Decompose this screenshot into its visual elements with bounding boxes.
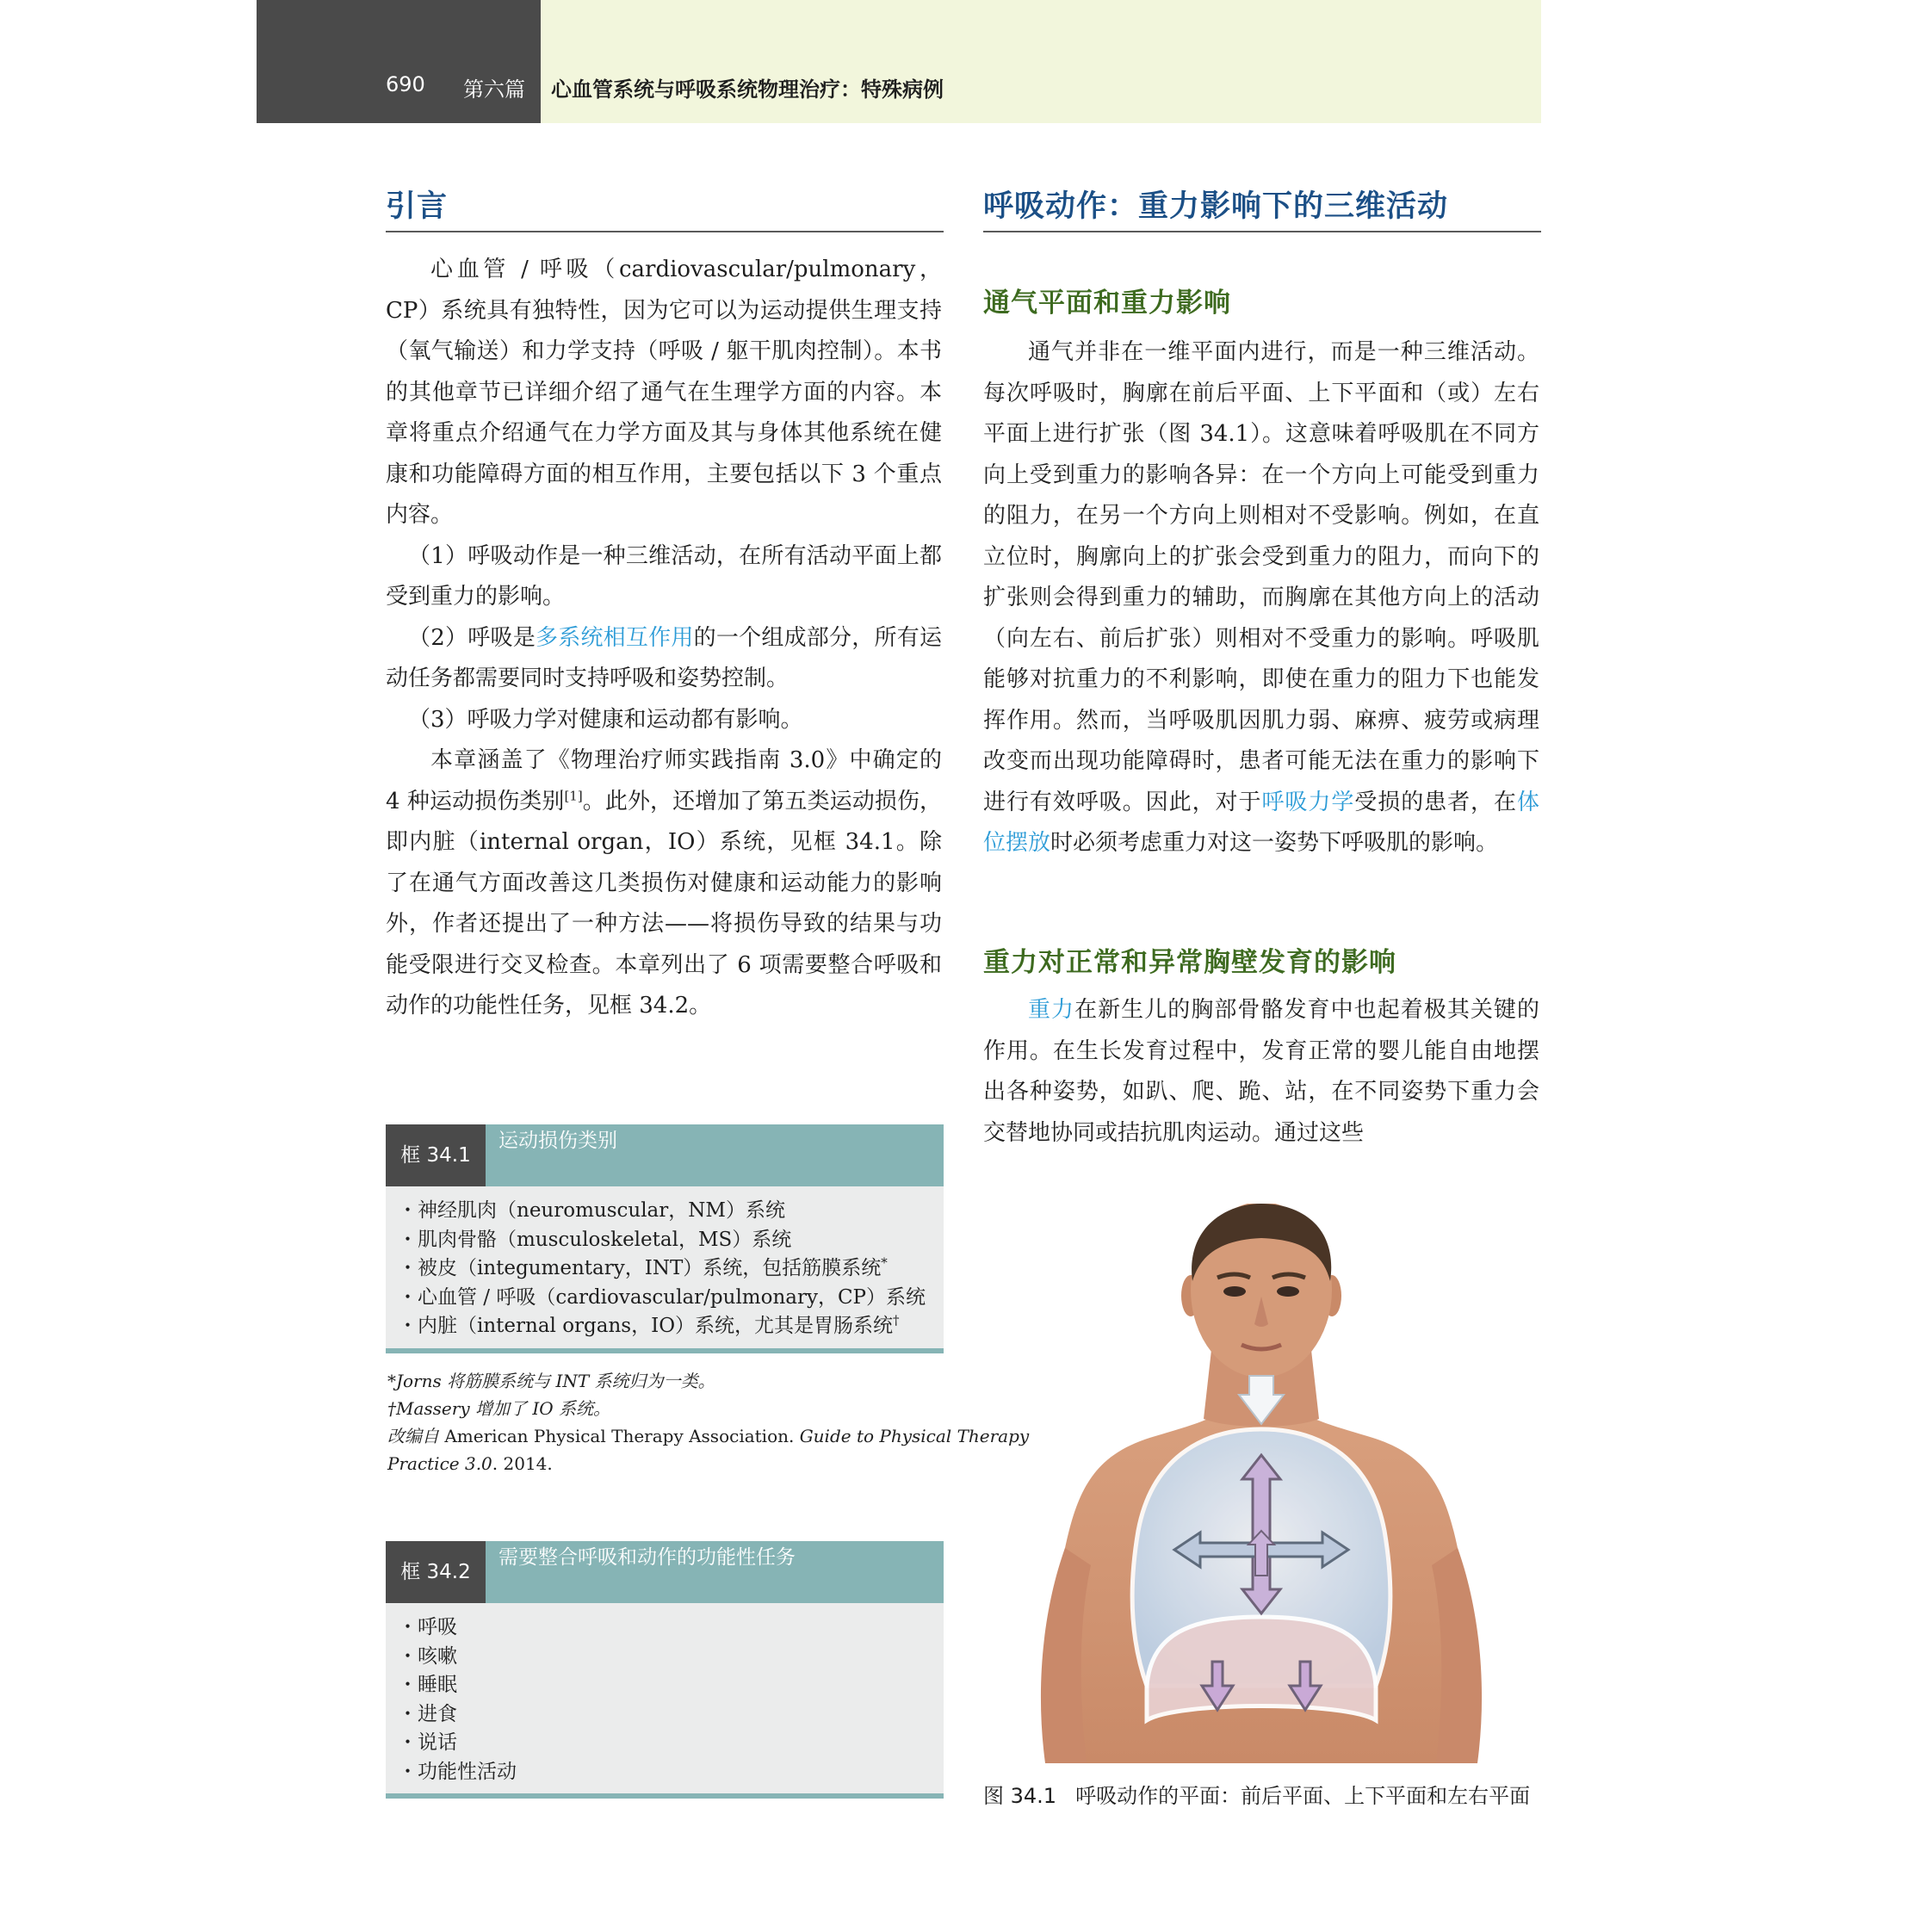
text-span: 的一个组成部分，所有运动任务都需要同时支持呼吸和姿势控制。 [386, 624, 942, 691]
link-multisystem[interactable]: 多系统相互作用 [535, 624, 694, 651]
box-tag: 框 34.2 [386, 1541, 486, 1603]
footnote-mark: * [881, 1254, 888, 1271]
box-header [386, 1541, 944, 1603]
list-item [398, 1197, 932, 1226]
box-title: 需要整合呼吸和动作的功能性任务 [498, 1546, 796, 1569]
list-item: ・进食 [398, 1702, 457, 1725]
list-item: ・睡眠 [398, 1674, 457, 1696]
text-span: 。此外，还增加了第五类运动损伤，即内脏（internal organ，IO）系统，见框 34.1。除了在通气方面改善这几类损伤对健康和运动能力的影响外，作者还提出了一种方法——将损伤导致的结果与功能受限进行交叉检查。本章列出了 6 项需要整合呼吸和动作的功能性任务，见框 34.2。 [386, 788, 942, 1019]
intro-point-3: （3）呼吸力学对健康和运动都有影响。 [408, 706, 803, 733]
box-34-2 [386, 1541, 944, 1799]
link-gravity[interactable]: 重力 [1028, 997, 1075, 1023]
box-list [386, 1186, 944, 1353]
page-number: 690 [386, 72, 425, 96]
box-title: 运动损伤类别 [498, 1130, 617, 1152]
list-item-text: ・神经肌肉（neuromuscular，NM）系统 [398, 1199, 785, 1222]
diaphragm-band [1147, 1617, 1376, 1720]
section-heading-intro: 引言 [386, 189, 449, 224]
list-item [398, 1312, 932, 1341]
link-respiratory-mechanics[interactable]: 呼吸力学 [1261, 789, 1355, 815]
section-heading-breathing: 呼吸动作：重力影响下的三维活动 [983, 189, 1449, 224]
footnote-mark: † [893, 1312, 900, 1328]
intro-point-1: （1）呼吸动作是一种三维活动，在所有活动平面上都受到重力的影响。 [386, 542, 942, 610]
text-span: 时必须考虑重力对这一姿势下呼吸肌的影响。 [1050, 830, 1499, 856]
source-prefix: 改编自 [387, 1426, 445, 1446]
header-light-band [541, 0, 1541, 123]
text-span: （2）呼吸是 [408, 624, 536, 651]
intro-point-2 [386, 618, 942, 700]
header-dark-band [257, 0, 541, 123]
part-title: 心血管系统与呼吸系统物理治疗：特殊病例 [551, 77, 944, 102]
text-span: 在新生儿的胸部骨骼发育中也起着极其关键的作用。在生长发育过程中，发育正常的婴儿能自由地摆出各种姿势，如趴、爬、跪、站，在不同姿势下重力会交替地协同或拮抗肌肉运动。通过这些 [983, 997, 1539, 1146]
source-year: . 2014. [492, 1453, 553, 1474]
list-item-text: ・被皮（integumentary，INT）系统，包括筋膜系统 [398, 1257, 882, 1279]
footnote-1: *Jorns 将筋膜系统与 INT 系统归为一类。 [387, 1371, 715, 1391]
right-eye [1277, 1286, 1299, 1297]
intro-paragraph-2 [386, 740, 942, 1027]
figure-label: 图 34.1 [983, 1784, 1057, 1808]
text-span: 本章涵盖了《物理治疗师实践指南 3.0》中确定的 4 种运动损伤类别 [386, 747, 942, 814]
source-org: American Physical Therapy Association. [444, 1426, 800, 1446]
source-title: Practice 3.0 [387, 1453, 492, 1474]
box-34-1-notes [387, 1367, 1030, 1477]
list-item-text: ・内脏（internal organs，IO）系统，尤其是胃肠系统 [398, 1315, 894, 1337]
source-title: Guide to Physical Therapy [799, 1426, 1030, 1446]
text-span: 受损的患者，在 [1354, 789, 1517, 815]
text-span: 通气并非在一维平面内进行，而是一种三维活动。每次呼吸时，胸廓在前后平面、上下平面和（或）左右平面上进行扩张（图 34.1）。这意味着呼吸肌在不同方向上受到重力的影响各异：在一个方向上可能受到重力的阻力，在另一个方向上则相对不受影响。例如，在直立位时，胸廓向上的扩张会受到重力的阻力，而向下的扩张则会得到重力的辅助，而胸廓在其他方向上的活动（向左右、前后扩张）则相对不受重力的影响。呼吸肌能够对抗重力的不利影响，即使在重力的阻力下也能发挥作用。然而，当呼吸肌因肌力弱、麻痹、疲劳或病理改变而出现功能障碍时，患者可能无法在重力的影响下进行有效呼吸。因此，对于 [983, 339, 1539, 815]
list-item: ・说话 [398, 1731, 457, 1754]
list-item: ・功能性活动 [398, 1760, 517, 1783]
list-item-text: ・心血管 / 呼吸（cardiovascular/pulmonary，CP）系统 [398, 1285, 926, 1309]
heading-rule-right [983, 231, 1541, 232]
intro-paragraph-1: 心血管 / 呼吸（cardiovascular/pulmonary，CP）系统具有独特性，因为它可以为运动提供生理支持（氧气输送）和力学支持（呼吸 / 躯干肌肉控制）。本书的其他章节已详细介绍了通气在生理学方面的内容。本章将重点介绍通气在力学方面及其与身体其他系统在健康和功能障碍方面的相互作用，主要包括以下 3 个重点内容。 [386, 257, 942, 528]
chest-wall-text [983, 990, 1539, 1154]
box-tag: 框 34.1 [386, 1124, 486, 1186]
ventilation-text [983, 332, 1539, 864]
list-item [398, 1254, 932, 1284]
figure-caption [983, 1779, 1530, 1809]
list-item: ・呼吸 [398, 1616, 457, 1638]
reference-mark: [1] [564, 787, 583, 803]
box-list [386, 1603, 944, 1799]
list-item [398, 1226, 932, 1255]
left-eye [1223, 1286, 1246, 1297]
intro-text [386, 250, 942, 1027]
source-line-1 [387, 1422, 1030, 1450]
source-line-2 [387, 1450, 947, 1477]
figure-breathing-planes [983, 1204, 1539, 1763]
box-header [386, 1124, 944, 1186]
subheading-ventilation-planes: 通气平面和重力影响 [983, 288, 1231, 319]
heading-rule-left [386, 231, 944, 232]
ventilation-paragraph [983, 332, 1539, 864]
link-positioning[interactable]: 体位摆放 [983, 789, 1539, 856]
subheading-chest-wall: 重力对正常和异常胸壁发育的影响 [983, 947, 1396, 978]
chest-wall-paragraph [983, 990, 1539, 1154]
footnote-2: †Massery 增加了 IO 系统。 [387, 1398, 610, 1419]
box-34-1 [386, 1124, 944, 1353]
list-item [398, 1284, 932, 1313]
list-item-text: ・肌肉骨骼（musculoskeletal，MS）系统 [398, 1228, 792, 1251]
list-item: ・咳嗽 [398, 1644, 457, 1668]
figure-caption-text: 呼吸动作的平面：前后平面、上下平面和左右平面 [1075, 1784, 1531, 1808]
part-label: 第六篇 [463, 77, 525, 102]
